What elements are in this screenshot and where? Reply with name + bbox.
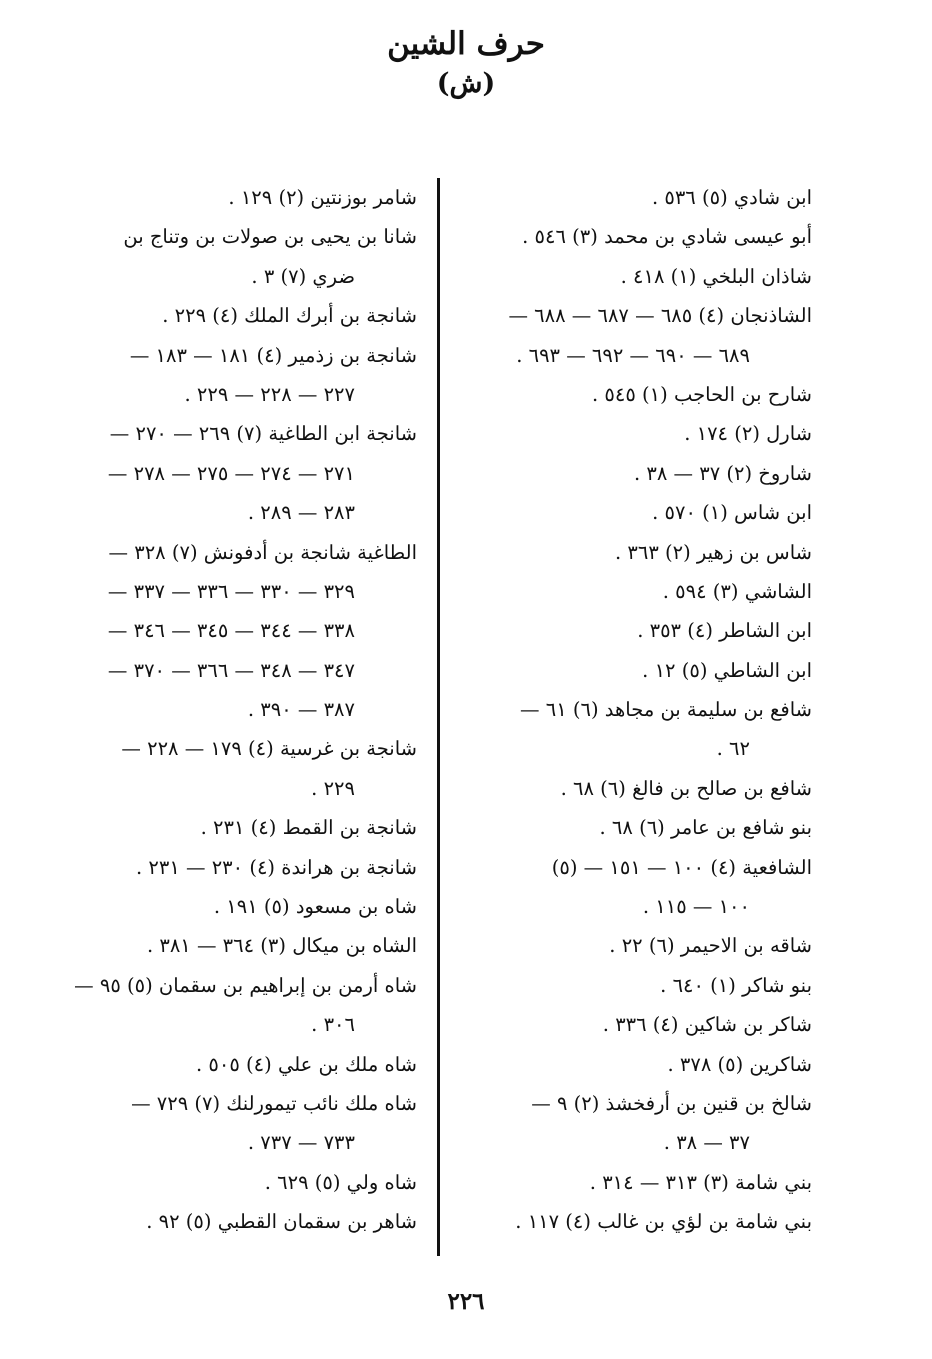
index-entry: شاه بن مسعود (٥) ١٩١ . [213, 895, 417, 919]
index-entry: شافع بن سليمة بن مجاهد (٦) ٦١ — [520, 698, 812, 722]
index-entry-continuation: ٣٣٨ — ٣٤٤ — ٣٤٥ — ٣٤٦ — [107, 619, 355, 643]
index-entry: أبو عيسى شادي بن محمد (٣) ٥٤٦ . [522, 225, 812, 249]
index-entry: الشاه بن ميكال (٣) ٣٦٤ — ٣٨١ . [146, 934, 417, 958]
index-entry: شاكر بن شاكين (٤) ٣٣٦ . [602, 1013, 812, 1037]
index-column-left [72, 178, 417, 1242]
index-entry-continuation: ٢٢٩ . [311, 776, 355, 800]
index-entry: شاه أرمن بن إبراهيم بن سقمان (٥) ٩٥ — [74, 973, 417, 997]
index-entry: شانجة بن أبرك الملك (٤) ٢٢٩ . [162, 304, 417, 328]
index-entry-continuation: ١٠٠ — ١١٥ . [642, 895, 750, 919]
index-entry: شانجة بن زذمير (٤) ١٨١ — ١٨٣ — [129, 343, 417, 367]
index-entry: بنو شافع بن عامر (٦) ٦٨ . [599, 816, 812, 840]
index-entry: شاس بن زهير (٢) ٣٦٣ . [614, 540, 812, 564]
index-entry: ابن شاس (١) ٥٧٠ . [652, 501, 812, 525]
index-entry: شانجة بن القمط (٤) ٢٣١ . [200, 816, 417, 840]
index-entry-continuation: ٣٧ — ٣٨ . [663, 1131, 750, 1155]
index-entry: ابن شادي (٥) ٥٣٦ . [651, 186, 812, 209]
index-entry: بنو شاكر (١) ٦٤٠ . [660, 973, 812, 997]
index-entry: شاه ملك بن علي (٤) ٥٠٥ . [196, 1052, 417, 1076]
page-number: ٢٢٦ [447, 1288, 485, 1315]
index-entry: شارل (٢) ١٧٤ . [684, 422, 812, 446]
index-entry: شاذان البلخي (١) ٤١٨ . [620, 264, 812, 288]
index-entry-continuation: ٢٧١ — ٢٧٤ — ٢٧٥ — ٢٧٨ — [107, 461, 355, 485]
index-entry-continuation: ٢٨٣ — ٢٨٩ . [247, 501, 355, 525]
index-entry: ابن الشاطي (٥) ١٢ . [642, 658, 812, 682]
index-entry: شانجة بن هراندة (٤) ٢٣٠ — ٢٣١ . [135, 855, 417, 879]
index-entry: ابن الشاطر (٤) ٣٥٣ . [637, 619, 812, 643]
index-entry-continuation: ٢٢٧ — ٢٢٨ — ٢٢٩ . [184, 382, 355, 406]
index-entry: شانجة ابن الطاغية (٧) ٢٦٩ — ٢٧٠ — [109, 422, 417, 446]
index-entry: شانا بن يحيى بن صولات بن وتناج بن [123, 225, 417, 249]
page-subtitle: (ش) [436, 68, 496, 99]
index-entry-continuation: ٣٠٦ . [311, 1013, 355, 1037]
index-column-right [467, 178, 812, 1242]
page-title: حرف الشين [387, 26, 545, 62]
index-entry: بني شامة (٣) ٣١٣ — ٣١٤ . [589, 1170, 812, 1194]
index-entry: شانجة بن غرسية (٤) ١٧٩ — ٢٢٨ — [121, 737, 417, 761]
index-entry: الشاذنجان (٤) ٦٨٥ — ٦٨٧ — ٦٨٨ — [508, 304, 812, 328]
index-entry: شاكرين (٥) ٣٧٨ . [667, 1052, 812, 1076]
index-entry: الشافعية (٤) ١٠٠ — ١٥١ — (٥) [551, 855, 812, 879]
index-entry-continuation: ضري (٧) ٣ . [251, 264, 355, 288]
index-entry: شاه ولي (٥) ٦٢٩ . [264, 1170, 417, 1194]
index-entry: شامر بوزنتين (٢) ١٢٩ . [228, 186, 417, 209]
index-entry-continuation: ٧٣٣ — ٧٣٧ . [247, 1131, 355, 1155]
index-entry: الطاغية شانجة بن أدفونش (٧) ٣٢٨ — [108, 540, 417, 564]
index-entry: بني شامة بن لؤي بن غالب (٤) ١١٧ . [515, 1210, 812, 1234]
index-entry: شاقه بن الاحيمر (٦) ٢٢ . [609, 934, 812, 958]
index-entry: شالخ بن قنين بن أرفخشذ (٢) ٩ — [531, 1091, 812, 1115]
index-entry-continuation: ٣٢٩ — ٣٣٠ — ٣٣٦ — ٣٣٧ — [107, 579, 355, 603]
index-entry-continuation: ٣٤٧ — ٣٤٨ — ٣٦٦ — ٣٧٠ — [107, 658, 355, 682]
index-entry: الشاشي (٣) ٥٩٤ . [662, 579, 812, 603]
index-entry: شاه ملك نائب تيمورلنك (٧) ٧٢٩ — [131, 1091, 417, 1115]
index-entry-continuation: ٣٨٧ — ٣٩٠ . [247, 698, 355, 722]
index-entry: شارح بن الحاجب (١) ٥٤٥ . [592, 382, 812, 406]
index-entry: شاروخ (٢) ٣٧ — ٣٨ . [633, 461, 812, 485]
index-entry: شاهر بن سقمان القطبي (٥) ٩٢ . [146, 1210, 417, 1234]
column-divider [437, 178, 440, 1256]
index-entry: شافع بن صالح بن فالغ (٦) ٦٨ . [560, 776, 812, 800]
index-entry-continuation: ٦٨٩ — ٦٩٠ — ٦٩٢ — ٦٩٣ . [516, 343, 750, 367]
index-entry-continuation: ٦٢ . [716, 737, 750, 761]
